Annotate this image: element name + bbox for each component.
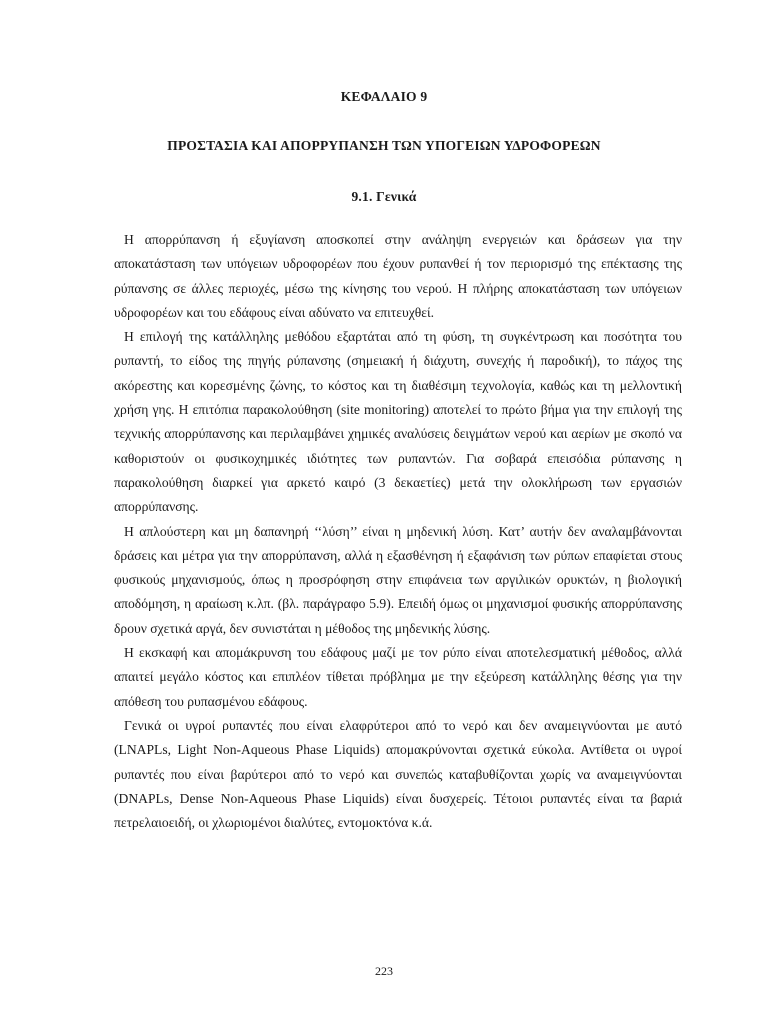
chapter-title: ΠΡΟΣΤΑΣΙΑ ΚΑΙ ΑΠΟΡΡΥΠΑΝΣΗ ΤΩΝ ΥΠΟΓΕΙΩΝ ΥΔΡΟΦΟΡΕΩΝ: [167, 138, 601, 153]
page-number: 223: [375, 964, 393, 978]
body-text: [114, 228, 682, 835]
paragraph: Η επιλογή της κατάλληλης μεθόδου εξαρτάται από τη φύση, τη συγκέντρωση και ποσότητα του ρυπαντή, το είδος της πηγής ρύπανσης (σημειακή ή διάχυτη, συνεχής ή παροδική), το πάχος της ακόρεστης και κορεσμένης ζώνης, το κόστος και τη διαθέσιμη τεχνολογία, καθώς και τη μελλοντική χρήση γης. Η επιτόπια παρακολούθηση (site monitoring) αποτελεί το πρώτο βήμα για την επιλογή της τεχνικής απορρύπανσης και περιλαμβάνει χημικές αναλύσεις δειγμάτων νερού και αερίων με σκοπό να καθοριστούν οι φυσικοχημικές ιδιότητες των ρυπαντών. Για σοβαρά επεισόδια ρύπανσης η παρακολούθηση διαρκεί για αρκετό καιρό (3 δεκαετίες) μετά την ολοκλήρωση των εργασιών απορρύπανσης.: [114, 329, 682, 515]
paragraph: Η απλούστερη και μη δαπανηρή ‘‘λύση’’ είναι η μηδενική λύση. Κατ’ αυτήν δεν αναλαμβάνονται δράσεις και μέτρα για την απορρύπανση, αλλά η εξασθένηση ή εξαφάνιση των ρύπων επαφίεται στους φυσικούς μηχανισμούς, όπως η προσρόφηση στην επιφάνεια των αργιλικών ορυκτών, η βιολογική αποδόμηση, η αραίωση κ.λπ. (βλ. παράγραφο 5.9). Επειδή όμως οι μηχανισμοί φυσικής απορρύπανσης δρουν σχετικά αργά, δεν συνιστάται η μέθοδος της μηδενικής λύσης.: [114, 523, 682, 636]
paragraph: Η απορρύπανση ή εξυγίανση αποσκοπεί στην ανάληψη ενεργειών και δράσεων για την αποκατάσταση των υπόγειων υδροφορέων που έχουν ρυπανθεί ή τον περιορισμό της επέκτασης της ρύπανσης σε άλλες περιοχές, μέσω της κίνησης του νερού. Η πλήρης αποκατάσταση των υπόγειων υδροφορέων και του εδάφους είναι αδύνατο να επιτευχθεί.: [114, 232, 682, 320]
section-heading: 9.1. Γενικά: [351, 189, 417, 204]
chapter-heading: ΚΕΦΑΛΑΙΟ 9: [340, 89, 428, 104]
paragraph: Η εκσκαφή και απομάκρυνση του εδάφους μαζί με τον ρύπο είναι αποτελεσματική μέθοδος, αλλά απαιτεί μεγάλο κόστος και επιπλέον τίθεται πρόβλημα με την εξεύρεση κατάλληλης θέσης για την απόθεση του ρυπασμένου εδάφους.: [114, 645, 682, 709]
paragraph: Γενικά οι υγροί ρυπαντές που είναι ελαφρύτεροι από το νερό και δεν αναμειγνύονται με αυτό (LNAPLs, Light Non-Aqueous Phase Liquids) απομακρύνονται σχετικά εύκολα. Αντίθετα οι υγροί ρυπαντές που είναι βαρύτεροι από το νερό και συνεπώς καταβυθίζονται χωρίς να αναμειγνύονται (DNAPLs, Dense Non-Aqueous Phase Liquids) είναι δυσχερείς. Τέτοιοι ρυπαντές είναι τα βαριά πετρελαιοειδή, οι χλωριομένοι διαλύτες, εντομοκτόνα κ.ά.: [114, 717, 682, 831]
